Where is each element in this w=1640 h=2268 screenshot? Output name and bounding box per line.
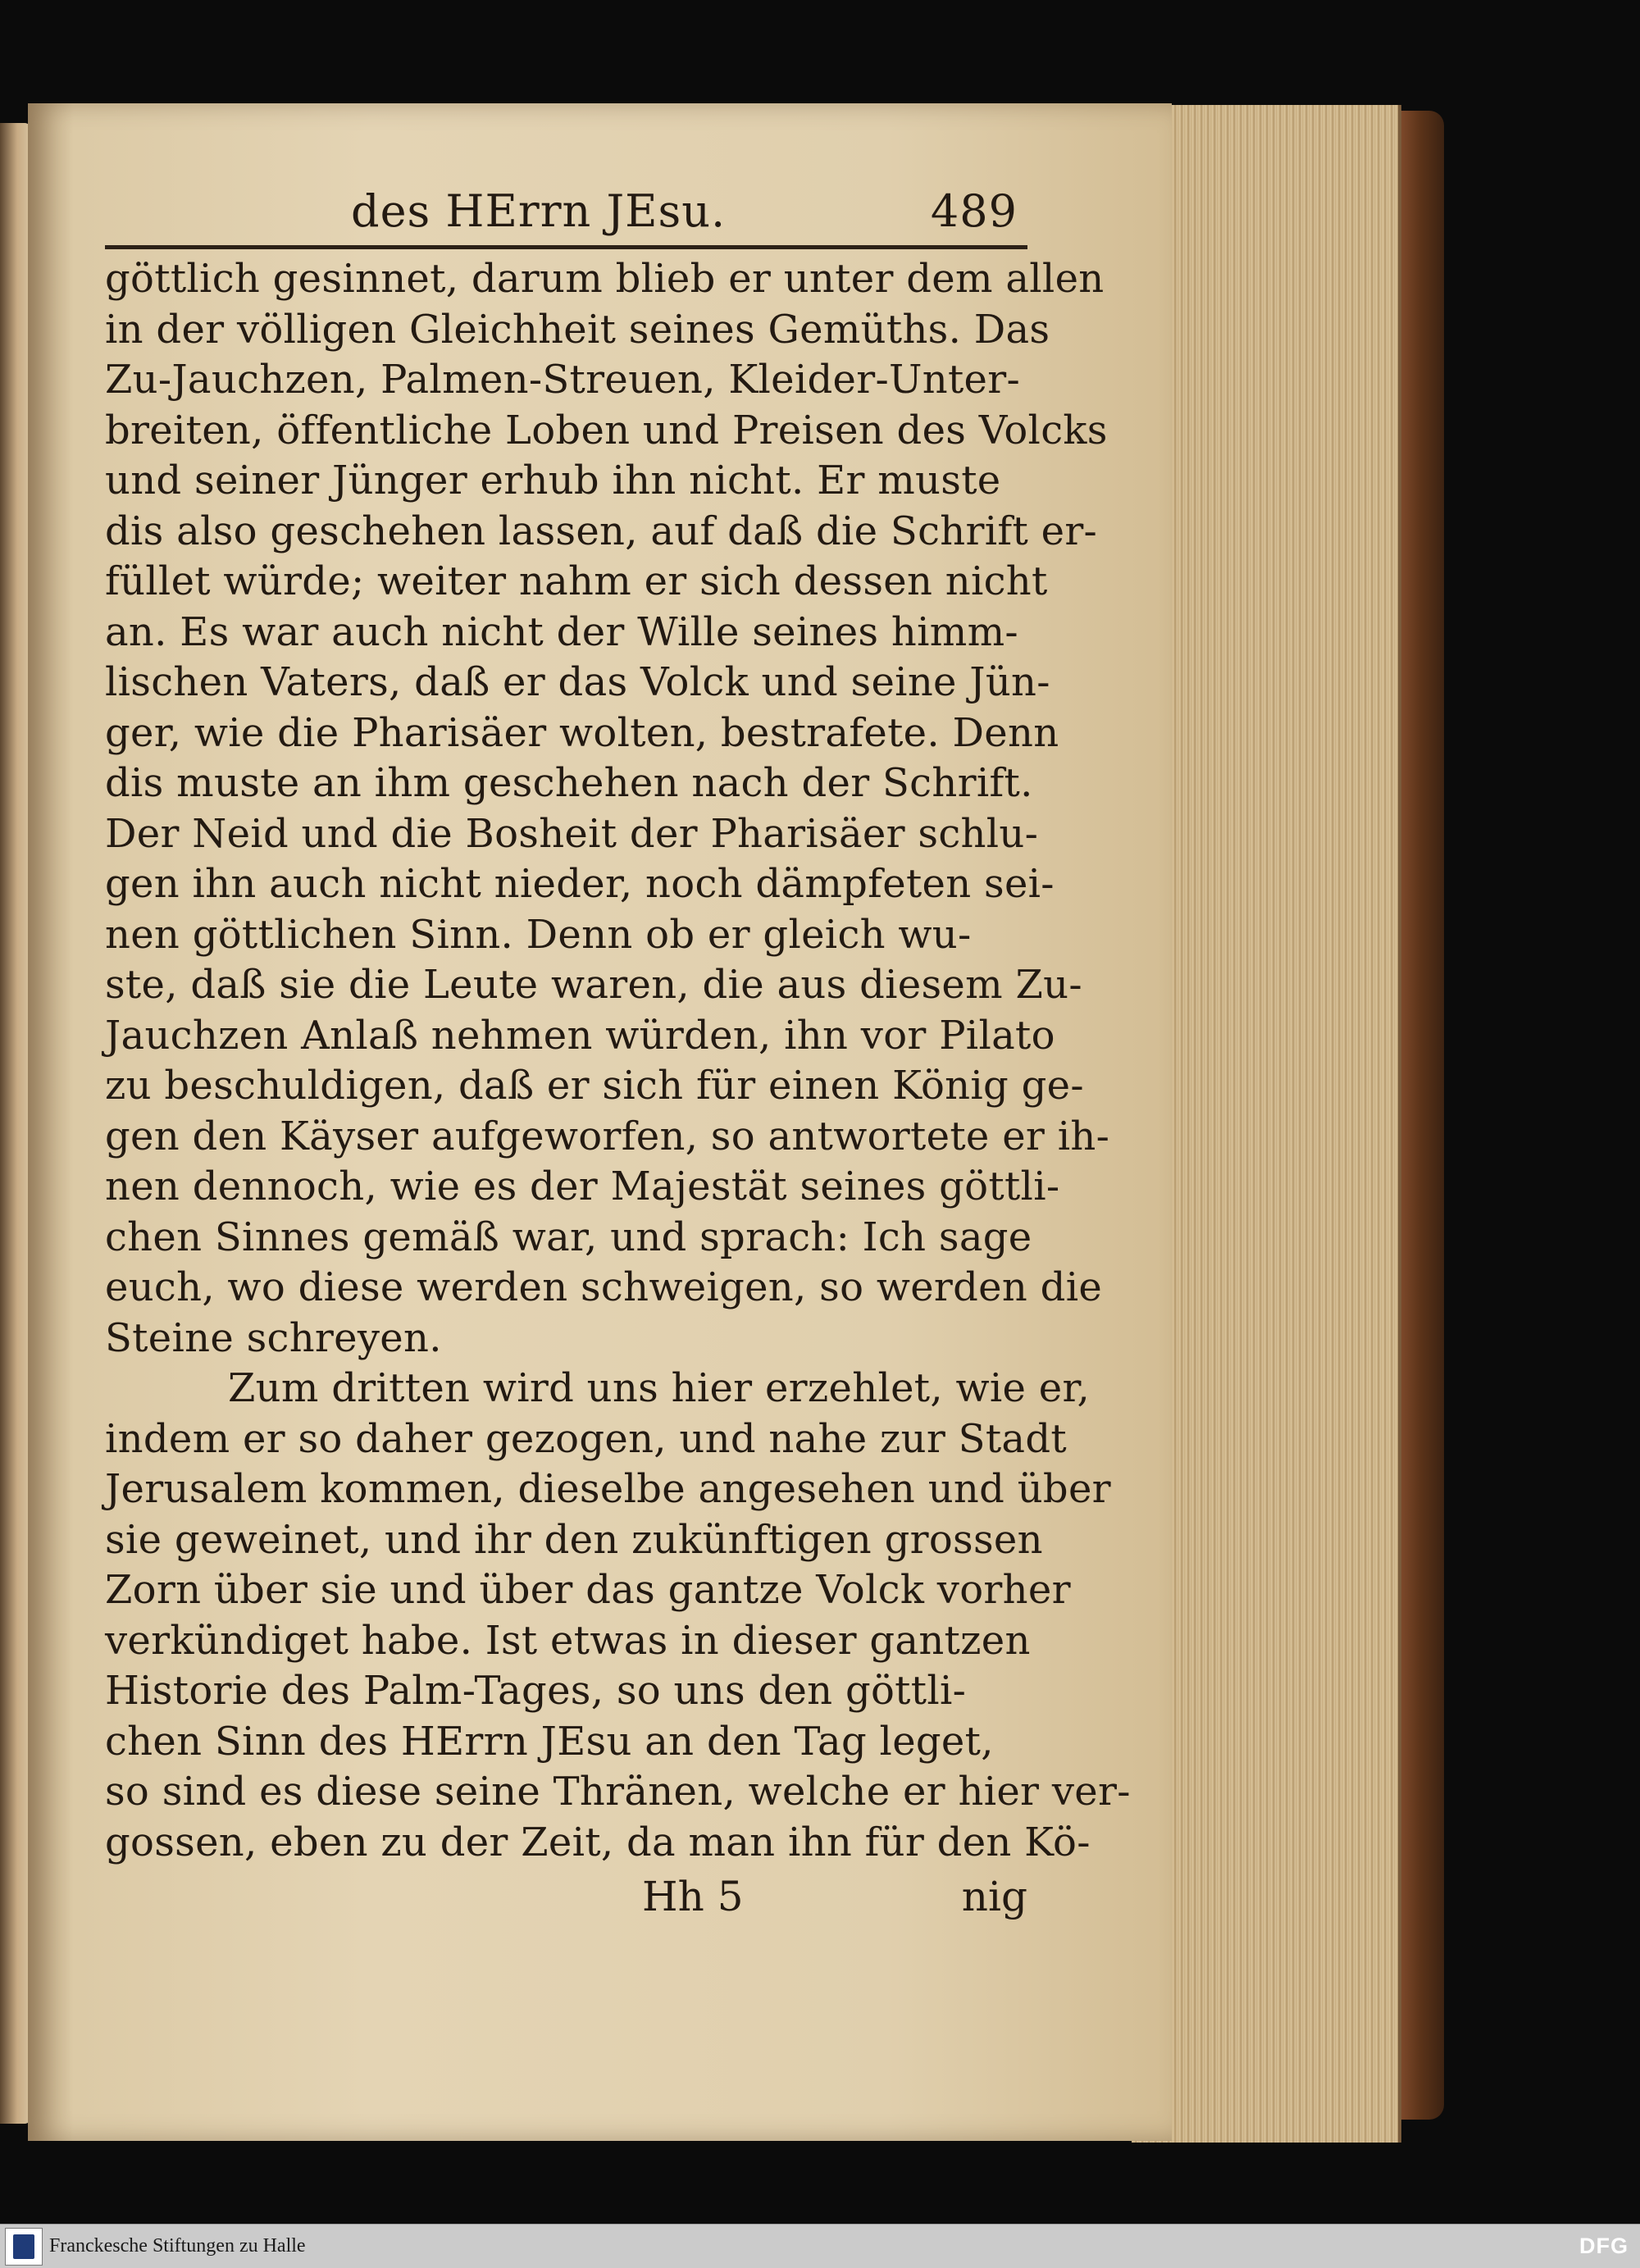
text-line: gen den Käyser aufgeworfen, so antwortete er ih- bbox=[105, 1113, 1110, 1159]
text-line: euch, wo diese werden schweigen, so werden die bbox=[105, 1264, 1103, 1310]
paragraph-first-line: Zum dritten wird uns hier erzehlet, wie er, bbox=[228, 1365, 1091, 1411]
body-text bbox=[105, 254, 1131, 1868]
signature-mark: Hh 5 bbox=[642, 1873, 744, 1920]
text-line: dis muste an ihm geschehen nach der Schrift. bbox=[105, 760, 1033, 806]
text-line: zu beschuldigen, daß er sich für einen König ge- bbox=[105, 1063, 1084, 1109]
logo-mark bbox=[13, 2234, 34, 2259]
text-line: an. Es war auch nicht der Wille seines himm- bbox=[105, 608, 1018, 655]
text-line: Zu-Jauchzen, Palmen-Streuen, Kleider-Unter- bbox=[105, 357, 1021, 403]
page-edges bbox=[1132, 105, 1401, 2143]
dfg-logo: DFG bbox=[1579, 2234, 1629, 2258]
text-line: ste, daß sie die Leute waren, die aus diesem Zu- bbox=[105, 962, 1082, 1008]
text-line: Jauchzen Anlaß nehmen würden, ihn vor Pilato bbox=[105, 1012, 1055, 1059]
text-line: chen Sinnes gemäß war, und sprach: Ich sage bbox=[105, 1214, 1032, 1260]
institution-name: Franckesche Stiftungen zu Halle bbox=[49, 2235, 306, 2257]
text-line: ger, wie die Pharisäer wolten, bestrafete. Denn bbox=[105, 709, 1059, 756]
text-line: und seiner Jünger erhub ihn nicht. Er muste bbox=[105, 458, 1001, 503]
text-line: göttlich gesinnet, darum blieb er unter dem allen bbox=[105, 256, 1105, 302]
text-line: lischen Vaters, daß er das Volck und seine Jün- bbox=[105, 659, 1050, 705]
left-page-edge bbox=[0, 123, 31, 2124]
text-line: nen göttlichen Sinn. Denn ob er gleich wu- bbox=[105, 911, 972, 958]
text-line: Zorn über sie und über das gantze Volck vorher bbox=[105, 1567, 1071, 1613]
text-line: gen ihn auch nicht nieder, noch dämpfeten sei- bbox=[105, 861, 1055, 907]
text-line: so sind es diese seine Thränen, welche er hier ver- bbox=[105, 1769, 1131, 1815]
page-content bbox=[105, 184, 1131, 1972]
header-rule bbox=[105, 245, 1027, 249]
text-line: Der Neid und die Bosheit der Pharisäer schlu- bbox=[105, 810, 1039, 857]
text-line: in der völligen Gleichheit seines Gemüths. Das bbox=[105, 306, 1050, 353]
catchword: nig bbox=[961, 1873, 1027, 1920]
franckesche-stiftungen-logo-icon bbox=[5, 2228, 43, 2266]
text-line: Steine schreyen. bbox=[105, 1314, 442, 1361]
text-line: breiten, öffentliche Loben und Preisen des Volcks bbox=[105, 407, 1108, 453]
viewer-footer-bar bbox=[0, 2224, 1640, 2268]
text-line: dis also geschehen lassen, auf daß die Schrift er- bbox=[105, 508, 1098, 554]
text-line: nen dennoch, wie es der Majestät seines göttli- bbox=[105, 1164, 1060, 1209]
text-line: indem er so daher gezogen, und nahe zur Stadt bbox=[105, 1415, 1067, 1462]
page-footer bbox=[105, 1873, 1027, 1930]
text-line: Historie des Palm-Tages, so uns den göttli- bbox=[105, 1668, 967, 1714]
text-line: gossen, eben zu der Zeit, da man ihn für den Kö- bbox=[105, 1819, 1091, 1865]
text-line: verkündiget habe. Ist etwas in dieser gantzen bbox=[105, 1617, 1031, 1664]
text-line: sie geweinet, und ihr den zukünftigen grossen bbox=[105, 1516, 1043, 1563]
text-line: füllet würde; weiter nahm er sich dessen nicht bbox=[105, 558, 1048, 604]
page-number: 489 bbox=[930, 185, 1018, 237]
text-line: chen Sinn des HErrn JEsu an den Tag leget, bbox=[105, 1718, 994, 1765]
page-header bbox=[105, 184, 1027, 237]
running-head: des HErrn JEsu. bbox=[351, 185, 727, 237]
text-line: Jerusalem kommen, dieselbe angesehen und über bbox=[105, 1466, 1111, 1512]
